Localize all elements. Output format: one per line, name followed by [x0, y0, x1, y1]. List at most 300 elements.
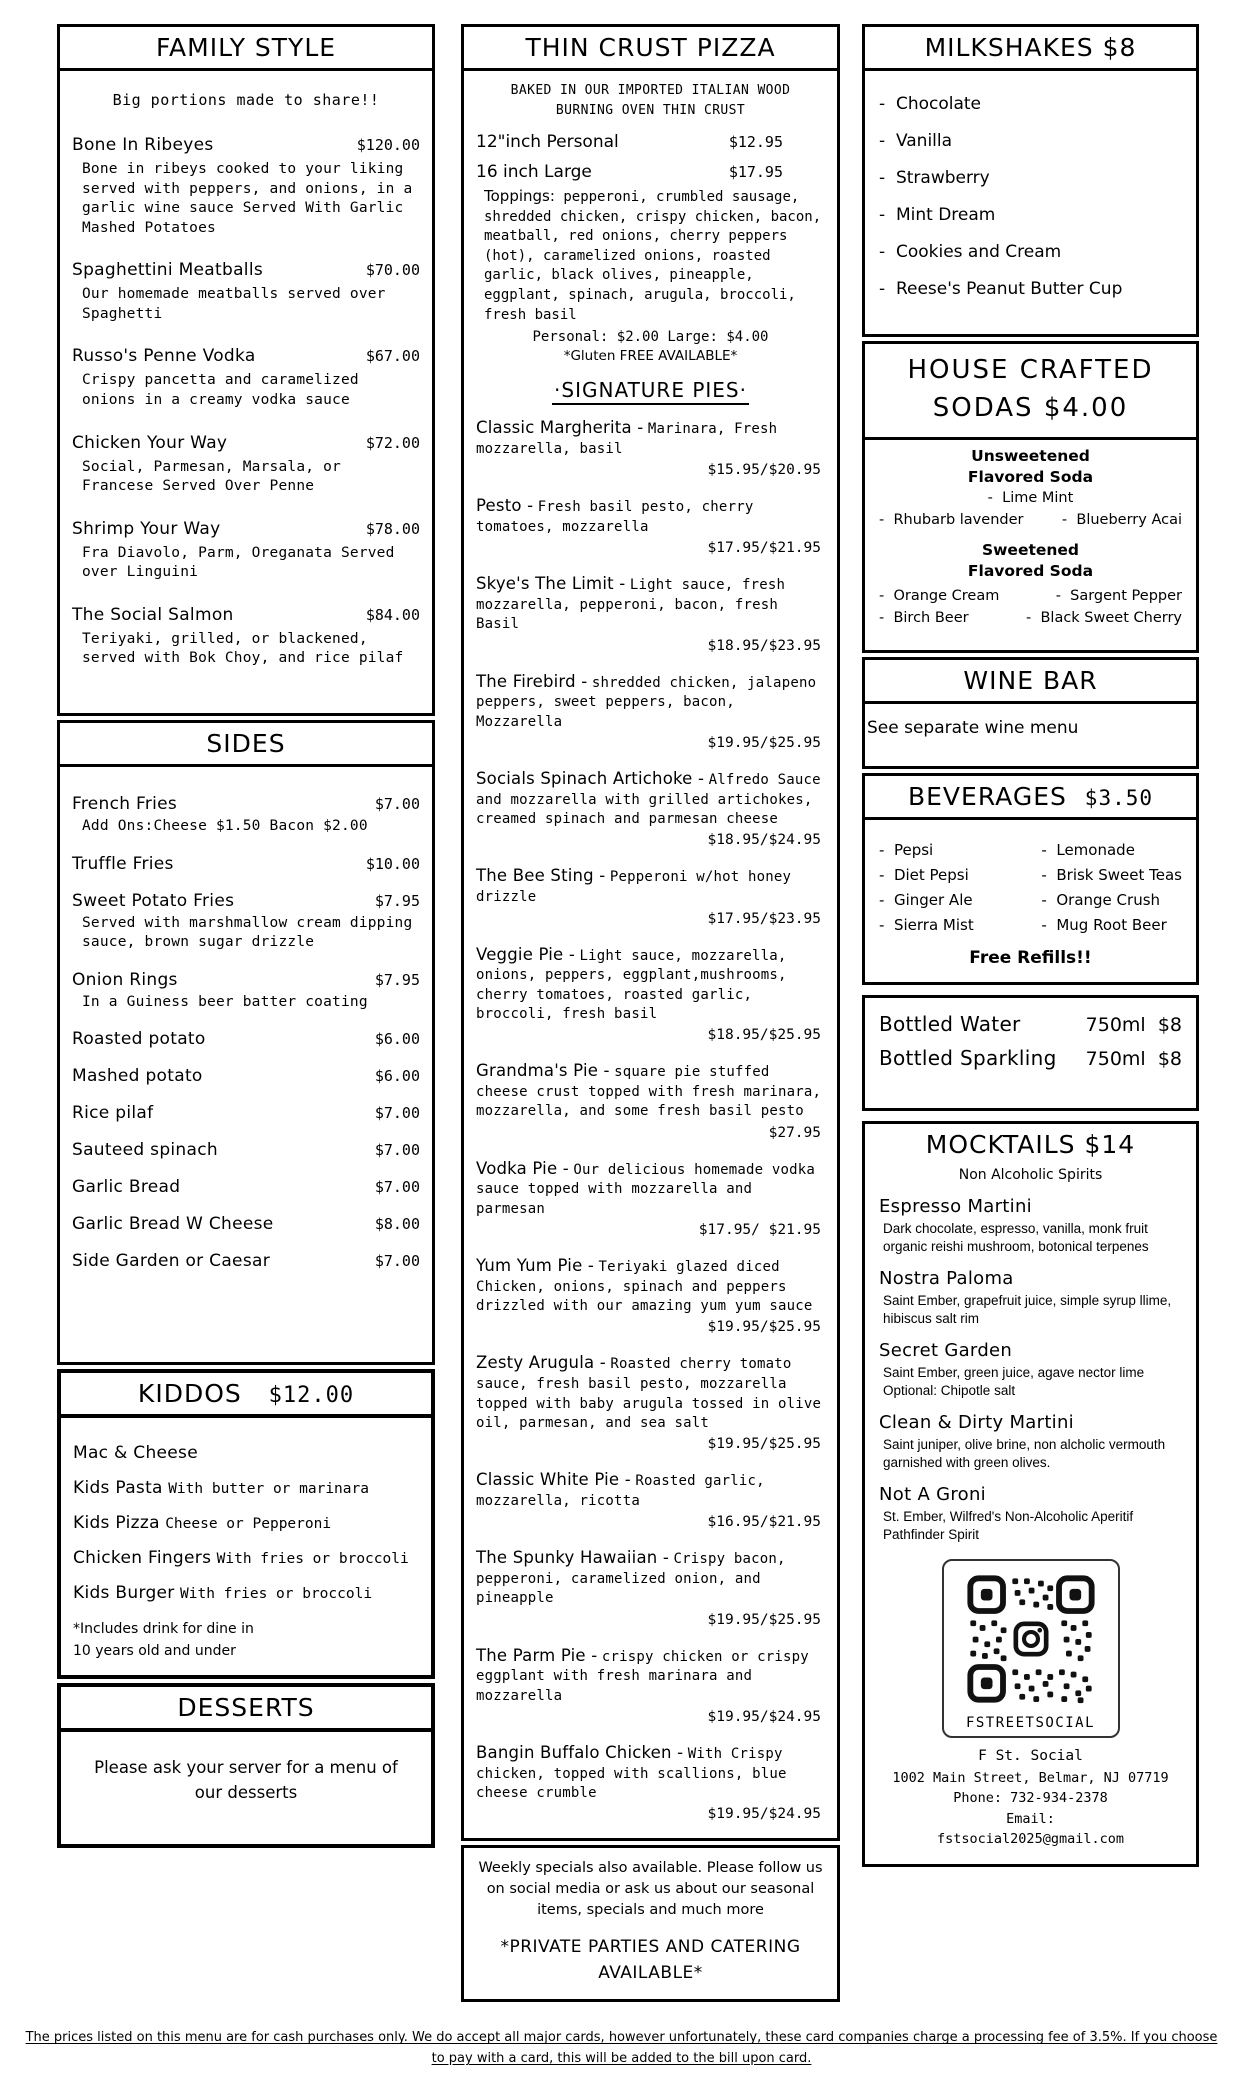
pie-description: Crispy bacon, pepperoni, caramelized onion, and pineapple	[476, 1551, 786, 1607]
beverages-title	[865, 776, 1196, 820]
soda-flavor: - Black Sweet Cherry	[1026, 610, 1182, 626]
mocktails-subtitle: Non Alcoholic Spirits	[958, 1167, 1103, 1183]
pie-name: The Bee Sting -	[476, 866, 606, 886]
footer-line-2: to pay with a card, this will be added to the bill upon card.	[431, 2051, 812, 2067]
item-description: Served with marshmallow cream dipping sauce, brown sugar drizzle	[82, 914, 413, 951]
pie-item	[476, 1645, 825, 1727]
milkshakes-title: MILKSHAKES $8	[865, 27, 1196, 71]
wine-bar-text: See separate wine menu	[867, 718, 1079, 738]
item-price: $7.00	[374, 1178, 420, 1197]
beverages-section	[862, 773, 1199, 985]
pie-name: Vodka Pie -	[476, 1158, 569, 1178]
item-price: $70.00	[365, 261, 420, 280]
kiddos-body	[61, 1418, 431, 1673]
pie-price: $17.95/ $21.95	[698, 1222, 821, 1239]
menu-item	[72, 1103, 420, 1123]
pie-text	[476, 1060, 825, 1142]
pie-name: Classic Margherita -	[476, 418, 644, 438]
pizza-title: THIN CRUST PIZZA	[464, 27, 837, 71]
mocktail-item	[879, 1268, 1182, 1327]
item-description: With butter or marinara	[168, 1481, 369, 1497]
soda-flavor: - Rhubarb lavender	[879, 512, 1023, 528]
sweetened-header-line2: Flavored Soda	[967, 562, 1094, 581]
pie-text	[476, 865, 825, 928]
menu-item	[72, 1140, 420, 1160]
beverage-item: - Brisk Sweet Teas	[1041, 866, 1182, 884]
pie-description: Light sauce, mozzarella, onions, peppers, eggplant,mushrooms, cherry tomatoes, roasted garlic, broccoli, fresh basil	[476, 947, 787, 1022]
menu-item-row	[72, 1251, 420, 1271]
sides-title: SIDES	[60, 723, 432, 767]
bottled-water-section	[862, 995, 1199, 1111]
item-description: In a Guiness beer batter coating	[82, 993, 368, 1010]
family-style-section	[57, 24, 435, 716]
pie-description: Alfredo Sauce and mozzarella with grilled artichokes, creamed spinach and parmesan cheese	[476, 772, 821, 828]
contact-phone: Phone: 732-934-2378	[953, 1790, 1108, 1807]
pie-price: $19.95/$25.95	[707, 1611, 821, 1628]
pie-description: Roasted cherry tomato sauce, fresh basil pesto, mozzarella topped with baby arugula tossed in olive oil, parmesan, and sea salt	[476, 1356, 822, 1431]
beverages-left-list	[879, 834, 974, 934]
soda-flavor: - Birch Beer	[879, 610, 969, 626]
pizza-section	[461, 24, 840, 1841]
item-price: $7.00	[374, 1141, 420, 1160]
pie-description: square pie stuffed cheese crust topped with fresh marinara, mozzarella, and some fresh basil pesto	[476, 1064, 822, 1120]
milkshake-flavor: - Reese's Peanut Butter Cup	[879, 279, 1182, 299]
item-name: Mac & Cheese	[73, 1443, 198, 1463]
milkshake-flavor: - Chocolate	[879, 94, 1182, 114]
pie-item	[476, 495, 825, 558]
milkshake-flavor: - Vanilla	[879, 131, 1182, 151]
menu-item	[72, 1214, 420, 1234]
pie-text	[476, 1255, 825, 1337]
pie-description: Roasted garlic, mozzarella, ricotta	[476, 1473, 765, 1509]
pie-description: Marinara, Fresh mozzarella, basil	[476, 421, 778, 457]
size-price: $17.95	[728, 163, 783, 181]
pie-name: Yum Yum Pie -	[476, 1256, 595, 1276]
pie-text	[476, 573, 825, 655]
mocktail-item	[879, 1412, 1182, 1471]
wine-bar-section	[862, 657, 1199, 769]
item-price: $8.00	[374, 1215, 420, 1234]
column-right	[862, 24, 1199, 1871]
pie-text	[476, 768, 825, 850]
pie-name: Bangin Buffalo Chicken -	[476, 1743, 684, 1762]
item-name: Sweet Potato Fries	[72, 890, 235, 911]
item-price: $72.00	[365, 433, 420, 452]
menu-item	[72, 891, 420, 953]
menu-item-row	[72, 605, 420, 625]
menu-item-row	[72, 1214, 420, 1234]
kiddos-title-text: KIDDOS	[137, 1379, 242, 1408]
pie-name: Socials Spinach Artichoke -	[476, 769, 705, 789]
bottled-name: Bottled Sparkling	[879, 1046, 1057, 1070]
pie-price: $19.95/$25.95	[707, 735, 821, 752]
menu-item-row	[72, 135, 420, 155]
pie-name: Classic White Pie -	[476, 1470, 631, 1490]
item-description: Teriyaki, grilled, or blackened, served with Bok Choy, and rice pilaf	[82, 630, 404, 667]
pizza-size-row	[476, 162, 825, 182]
bottled-price: $8	[1157, 1014, 1182, 1036]
menu-item	[72, 794, 420, 837]
pie-name: Pesto -	[476, 496, 534, 516]
pie-text	[476, 671, 825, 753]
pie-text	[476, 417, 825, 480]
beverages-title-text: BEVERAGES	[907, 782, 1067, 811]
item-price: $120.00	[356, 136, 420, 154]
item-description: Our homemade meatballs served over Spaghetti	[82, 286, 386, 322]
menu-item-row	[72, 1066, 420, 1086]
pie-text	[476, 1742, 825, 1824]
column-left	[57, 24, 435, 1852]
item-price: $7.00	[374, 795, 420, 813]
item-price: $7.95	[374, 970, 420, 989]
pizza-footer-section	[461, 1845, 840, 2002]
soda-flavor: - Lime Mint	[988, 490, 1074, 506]
mocktail-description: Dark chocolate, espresso, vanilla, monk fruit organic reishi mushroom, botonical terpenes	[883, 1221, 1149, 1254]
pie-item	[476, 1158, 825, 1240]
soda-flavor: - Blueberry Acai	[1062, 512, 1182, 528]
pie-name: The Parm Pie -	[476, 1645, 598, 1665]
menu-item	[72, 970, 420, 1013]
contact-email-label: Email:	[1006, 1810, 1055, 1827]
menu-item-row	[72, 970, 420, 990]
sweetened-header-line1: Sweetened	[981, 541, 1080, 560]
mocktails-list	[879, 1196, 1182, 1543]
menu-item	[72, 1251, 420, 1271]
pie-item	[476, 1255, 825, 1337]
pizza-extra-toppings: Personal: $2.00 Large: $4.00	[532, 329, 769, 346]
kiddos-list	[73, 1443, 419, 1603]
pie-description: Our delicious homemade vodka sauce topped with mozzarella and parmesan	[476, 1161, 815, 1217]
item-price: $78.00	[365, 519, 420, 538]
bottled-item	[879, 1012, 1182, 1036]
menu-item	[73, 1583, 419, 1603]
item-price: $67.00	[365, 347, 420, 366]
pie-description: Light sauce, fresh mozzarella, pepperoni, bacon, fresh Basil	[476, 577, 786, 633]
sides-body	[60, 767, 432, 1285]
pie-description: crispy chicken or crispy eggplant with fresh marinara and mozzarella	[476, 1648, 809, 1704]
footer-note	[0, 2028, 1243, 2088]
mocktail-name: Not A Groni	[879, 1484, 986, 1506]
signature-pies-title	[476, 378, 825, 402]
mocktails-body	[865, 1167, 1196, 1863]
pie-item	[476, 1547, 825, 1629]
beverages-right-list	[1041, 834, 1182, 934]
qr-label: FSTREETSOCIAL	[965, 1715, 1096, 1732]
mocktail-item	[879, 1196, 1182, 1255]
pie-text	[476, 1645, 825, 1727]
item-name: Chicken Your Way	[72, 432, 228, 453]
item-name: Onion Rings	[72, 969, 178, 990]
mocktails-title: MOCKTAILS $14	[925, 1130, 1136, 1159]
beverages-body	[865, 820, 1196, 982]
item-name: Truffle Fries	[72, 853, 174, 874]
bottled-size-price	[1086, 1048, 1182, 1070]
pie-price: $19.95/$25.95	[707, 1436, 821, 1453]
menu-item	[72, 346, 420, 410]
family-style-body	[60, 71, 432, 683]
item-name: Sauteed spinach	[72, 1140, 218, 1161]
soda-flavor: - Sargent Pepper	[1056, 588, 1182, 604]
bottled-size: 750ml	[1085, 1048, 1146, 1070]
pizza-subtitle: BAKED IN OUR IMPORTED ITALIAN WOOD BURNING OVEN THIN CRUST	[510, 83, 791, 118]
sodas-body	[865, 440, 1196, 640]
item-price: $84.00	[365, 605, 420, 624]
item-description: Social, Parmesan, Marsala, or Francese Served Over Penne	[82, 458, 341, 495]
pie-item	[476, 1060, 825, 1142]
instagram-qr-code	[961, 1569, 1101, 1709]
family-style-title: FAMILY STYLE	[60, 27, 432, 71]
pie-name: Skye's The Limit -	[476, 574, 626, 594]
item-price: $10.00	[365, 854, 420, 873]
pie-item	[476, 671, 825, 753]
pie-text	[476, 944, 825, 1046]
sides-list	[72, 794, 420, 1271]
item-description: Fra Diavolo, Parm, Oreganata Served over Linguini	[82, 544, 395, 581]
pie-item	[476, 768, 825, 850]
menu-item	[73, 1548, 419, 1568]
menu-item	[73, 1513, 419, 1533]
bottled-size-price	[1086, 1014, 1182, 1036]
pizza-toppings	[484, 186, 825, 325]
menu-item-row	[72, 1029, 420, 1049]
size-name: 16 inch Large	[476, 162, 592, 182]
item-description: With fries or broccoli	[216, 1551, 409, 1567]
kiddos-title-price: $12.00	[268, 1383, 355, 1408]
beverage-item: - Orange Crush	[1041, 891, 1182, 909]
milkshake-flavor: - Mint Dream	[879, 205, 1182, 225]
beverages-columns	[879, 834, 1182, 934]
item-description: Crispy pancetta and caramelized onions in a creamy vodka sauce	[82, 372, 359, 408]
pie-name: Grandma's Pie -	[476, 1061, 610, 1081]
beverage-item: - Mug Root Beer	[1041, 916, 1182, 934]
item-name: Shrimp Your Way	[72, 518, 221, 539]
signature-pies-title-text: ·SIGNATURE PIES·	[552, 378, 749, 405]
sodas-title-line2: SODAS $4.00	[932, 392, 1129, 423]
sodas-section	[862, 341, 1199, 653]
pie-item	[476, 865, 825, 928]
item-name: French Fries	[72, 794, 178, 814]
milkshake-flavor: - Strawberry	[879, 168, 1182, 188]
kiddos-notes	[73, 1621, 419, 1659]
signature-pies-list	[476, 417, 825, 1824]
bottled-list	[865, 998, 1196, 1086]
milkshakes-section	[862, 24, 1199, 337]
item-price: $7.95	[374, 891, 420, 910]
pie-price: $17.95/$21.95	[707, 540, 821, 557]
menu-item-row	[72, 519, 420, 539]
pie-description: shredded chicken, jalapeno peppers, sweet peppers, bacon, Mozzarella	[476, 674, 817, 730]
pie-price: $18.95/$25.95	[707, 1027, 821, 1044]
family-style-tagline: Big portions made to share!!	[112, 91, 380, 109]
bottled-item	[879, 1046, 1182, 1070]
item-name: Roasted potato	[72, 1029, 206, 1050]
beverage-item: - Diet Pepsi	[879, 866, 974, 884]
item-name: Spaghettini Meatballs	[72, 260, 264, 281]
mocktails-section	[862, 1121, 1199, 1867]
beverage-item: - Lemonade	[1041, 841, 1182, 859]
footer-line-1: The prices listed on this menu are for cash purchases only. We do accept all major cards, however unfortunately, these card companies charge a processing fee of 3.5%. If you choose	[25, 2030, 1218, 2046]
pie-item	[476, 1469, 825, 1532]
unsweetened-header-line1: Unsweetened	[971, 447, 1090, 466]
menu-item-row	[72, 891, 420, 911]
wine-bar-title: WINE BAR	[865, 660, 1196, 704]
pie-name: Veggie Pie -	[476, 944, 576, 964]
size-name: 12"inch Personal	[476, 132, 619, 152]
pizza-sizes	[476, 132, 825, 182]
sodas-title-line1: HOUSE CRAFTED	[907, 355, 1154, 385]
contact-address: 1002 Main Street, Belmar, NJ 07719	[892, 1770, 1169, 1787]
item-name: The Social Salmon	[72, 604, 234, 625]
toppings-text: pepperoni, crumbled sausage, shredded chicken, crispy chicken, bacon, meatball, red onions, cherry peppers (hot), caramelized onions, roasted garlic, black olives, pineapple, eggplant, spinach, arugula, broccoli, fresh basil	[484, 189, 822, 323]
mocktail-item	[879, 1484, 1182, 1543]
item-name: Rice pilaf	[72, 1103, 154, 1124]
soda-flavor-row	[879, 588, 1182, 604]
item-name: Side Garden or Caesar	[72, 1251, 270, 1272]
pie-text	[476, 1158, 825, 1240]
beverage-item: - Sierra Mist	[879, 916, 974, 934]
menu-item	[73, 1443, 419, 1463]
kiddos-title	[61, 1373, 431, 1418]
bottled-size: 750ml	[1085, 1014, 1146, 1036]
milkshakes-list	[865, 71, 1196, 313]
item-name: Garlic Bread W Cheese	[72, 1214, 274, 1235]
pie-text	[476, 1352, 825, 1454]
menu-item	[72, 433, 420, 497]
pie-description: With Crispy chicken, topped with scallions, blue cheese crumble	[476, 1746, 787, 1802]
menu-item	[73, 1478, 419, 1498]
item-name: Kids Pasta	[73, 1478, 163, 1498]
pie-price: $19.95/$25.95	[707, 1319, 821, 1336]
menu-item	[72, 519, 420, 583]
pie-price: $18.95/$23.95	[707, 637, 821, 654]
mocktail-description: Saint Ember, grapefruit juice, simple syrup llime, hibiscus salt rim	[883, 1293, 1172, 1326]
item-description: Add Ons:Cheese $1.50 Bacon $2.00	[82, 818, 368, 834]
pizza-gluten-free: *Gluten FREE AVAILABLE*	[563, 348, 738, 365]
mocktail-description: Saint Ember, green juice, agave nector lime Optional: Chipotle salt	[883, 1365, 1145, 1398]
pie-price: $17.95/$23.95	[707, 910, 821, 927]
pie-price: $18.95/$24.95	[707, 832, 821, 849]
pie-item	[476, 573, 825, 655]
pie-price: $16.95/$21.95	[707, 1514, 821, 1531]
kiddos-section	[57, 1369, 435, 1679]
size-price: $12.95	[728, 133, 783, 151]
weekly-specials-text: Weekly specials also available. Please follow us on social media or ask us about our seasonal items, specials and much more	[478, 1860, 823, 1919]
mocktail-description: Saint juniper, olive brine, non alcholic vermouth garnished with green olives.	[883, 1437, 1166, 1470]
menu-item-row	[72, 346, 420, 366]
pizza-body	[464, 71, 837, 1838]
pie-price: $27.95	[768, 1124, 821, 1141]
family-style-list	[72, 135, 420, 669]
item-description: With fries or broccoli	[180, 1586, 373, 1602]
pie-text	[476, 495, 825, 558]
pie-text	[476, 1547, 825, 1629]
pie-item	[476, 417, 825, 480]
pie-description: Teriyaki glazed diced Chicken, onions, spinach and peppers drizzled with our amazing yum yum sauce	[476, 1259, 813, 1315]
menu-item	[72, 135, 420, 238]
pie-price: $19.95/$24.95	[707, 1806, 821, 1823]
menu-item-row	[72, 1103, 420, 1123]
menu-item	[72, 1029, 420, 1049]
pie-item	[476, 944, 825, 1046]
item-name: Kids Pizza	[73, 1513, 160, 1533]
item-price: $6.00	[374, 1030, 420, 1049]
sides-section	[57, 720, 435, 1365]
pie-name: Zesty Arugula -	[476, 1353, 606, 1373]
soda-flavor: - Orange Cream	[879, 588, 999, 604]
pie-description: Fresh basil pesto, cherry tomatoes, mozzarella	[476, 499, 754, 535]
desserts-section	[57, 1683, 435, 1848]
pizza-size-row	[476, 132, 825, 152]
mocktail-name: Nostra Paloma	[879, 1268, 1014, 1290]
menu-item	[72, 1066, 420, 1086]
free-refills-text: Free Refills!!	[969, 948, 1092, 968]
unsweetened-header-line2: Flavored Soda	[967, 468, 1094, 487]
mocktail-name: Clean & Dirty Martini	[879, 1412, 1074, 1434]
menu-item-row	[72, 854, 420, 874]
beverage-item: - Pepsi	[879, 841, 974, 859]
kiddos-note: 10 years old and under	[73, 1643, 236, 1659]
item-name: Kids Burger	[73, 1583, 175, 1603]
pie-name: The Spunky Hawaiian -	[476, 1548, 670, 1568]
menu-item	[72, 605, 420, 669]
mocktail-name: Secret Garden	[879, 1340, 1013, 1362]
menu-item-row	[72, 1140, 420, 1160]
mocktail-item	[879, 1340, 1182, 1399]
sodas-title	[865, 344, 1196, 440]
pie-item	[476, 1742, 825, 1824]
pie-description: Pepperoni w/hot honey drizzle	[476, 869, 792, 906]
menu-item	[72, 260, 420, 324]
item-price: $7.00	[374, 1104, 420, 1123]
soda-flavor-row	[879, 512, 1182, 528]
item-name: Garlic Bread	[72, 1177, 181, 1198]
menu-item-row	[72, 794, 420, 814]
item-name: Bone In Ribeyes	[72, 135, 214, 155]
desserts-title: DESSERTS	[61, 1687, 431, 1732]
item-name: Russo's Penne Vodka	[72, 346, 256, 367]
menu-item	[72, 1177, 420, 1197]
menu-item-row	[72, 1177, 420, 1197]
item-price: $7.00	[374, 1252, 420, 1271]
beverage-item: - Ginger Ale	[879, 891, 974, 909]
bottled-name: Bottled Water	[879, 1012, 1021, 1036]
item-description: Cheese or Pepperoni	[165, 1516, 332, 1532]
beverages-title-price: $3.50	[1084, 786, 1154, 810]
item-name: Chicken Fingers	[73, 1548, 212, 1568]
toppings-label: Toppings:	[484, 187, 555, 205]
column-middle	[461, 24, 840, 2006]
contact-block	[879, 1746, 1182, 1849]
mocktail-name: Espresso Martini	[879, 1196, 1032, 1217]
catering-text: *PRIVATE PARTIES AND CATERING AVAILABLE*	[500, 1937, 801, 1983]
milkshake-flavor: - Cookies and Cream	[879, 242, 1182, 262]
item-description: Bone in ribeys cooked to your liking served with peppers, and onions, in a garlic wine sauce Served With Garlic Mashed Potatoes	[82, 161, 413, 236]
pie-item	[476, 1352, 825, 1454]
mocktail-description: St. Ember, Wilfred's Non-Alcoholic Aperitif Pathfinder Spirit	[883, 1509, 1134, 1542]
menu-item	[72, 854, 420, 874]
kiddos-note: *Includes drink for dine in	[73, 1621, 254, 1637]
menu-item-row	[72, 260, 420, 280]
menu-item-row	[72, 433, 420, 453]
pie-name: The Firebird -	[476, 671, 588, 691]
pie-price: $15.95/$20.95	[707, 462, 821, 479]
item-price: $6.00	[374, 1067, 420, 1086]
bottled-price: $8	[1157, 1048, 1182, 1070]
contact-name: F St. Social	[978, 1748, 1083, 1765]
item-name: Mashed potato	[72, 1066, 203, 1087]
pie-text	[476, 1469, 825, 1532]
contact-email: fstsocial2025@gmail.com	[937, 1830, 1124, 1847]
